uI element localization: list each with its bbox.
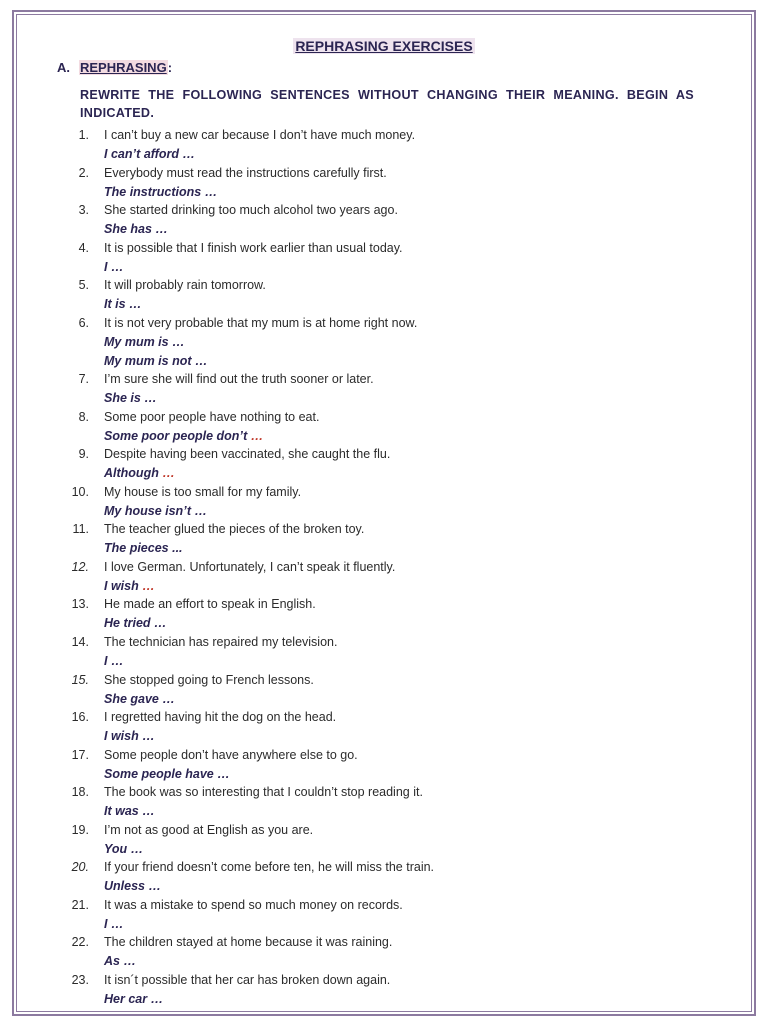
exercise-item [0,595,768,633]
exercise-number: 19. [71,822,89,837]
exercise-sentence: Despite having been vaccinated, she caught the flu. [104,447,391,462]
exercise-number: 4. [78,240,89,255]
exercise-prompt [104,917,123,931]
exercise-number: 3. [78,203,89,218]
exercise-prompt [104,992,163,1006]
exercise-number: 13. [71,597,89,612]
exercise-prompt [104,954,136,968]
prompt-text: Some people have [104,766,218,781]
prompt-ellipsis: … [123,954,136,969]
exercise-sentence: Some poor people have nothing to eat. [104,409,320,424]
exercise-item [0,126,768,164]
exercise-item [0,783,768,821]
exercise-list [0,126,768,1008]
prompt-ellipsis: … [162,691,175,706]
exercise-item [0,164,768,202]
exercise-number: 20. [71,860,89,875]
prompt-text: You [104,841,131,856]
exercise-number: 14. [71,634,89,649]
exercise-number: 6. [78,315,89,330]
exercise-item [0,370,768,408]
exercise-number: 17. [71,747,89,762]
exercise-number: 22. [71,935,89,950]
exercise-item [0,858,768,896]
prompt-ellipsis: … [172,334,185,349]
prompt-ellipsis: … [150,991,164,1006]
exercise-prompt [104,147,195,161]
prompt-ellipsis: … [144,391,157,406]
exercise-item [0,520,768,558]
prompt-ellipsis: … [204,184,218,199]
exercise-number: 18. [71,785,89,800]
exercise-item [0,821,768,859]
prompt-ellipsis: … [217,766,230,781]
exercise-prompt [104,692,175,706]
exercise-number: 15. [71,672,89,687]
prompt-text: I wish [104,578,143,593]
prompt-ellipsis: … [142,729,155,744]
exercise-sentence: The book was so interesting that I couldn’t stop reading it. [104,785,423,800]
prompt-ellipsis: … [250,428,264,443]
exercise-item [0,746,768,784]
section-heading [57,60,172,75]
exercise-number: 2. [78,165,89,180]
prompt-text: Some poor people don’t [104,428,251,443]
prompt-ellipsis: … [182,147,195,161]
exercise-prompt [104,842,143,856]
exercise-prompt [104,354,207,368]
prompt-text: It is [104,297,130,312]
instructions: REWRITE THE FOLLOWING SENTENCES WITHOUT CHANGING THEIR MEANING. BEGIN AS INDICATED. [80,88,694,120]
exercise-sentence: The technician has repaired my television. [104,634,338,649]
exercise-number: 9. [78,447,89,462]
prompt-ellipsis: … [148,879,161,894]
section-title: REPHRASING [80,60,167,75]
exercise-prompt [104,504,207,518]
exercise-prompt [104,222,168,236]
exercise-number: 21. [71,897,89,912]
exercise-sentence: The children stayed at home because it was raining. [104,935,393,950]
exercise-sentence: It was a mistake to spend so much money on records. [104,897,403,912]
exercise-item [0,671,768,709]
exercise-number: 1. [78,128,89,142]
exercise-number: 7. [78,372,89,387]
exercise-number: 5. [78,278,89,293]
exercise-sentence: It isn´t possible that her car has broken down again. [104,972,391,987]
prompt-ellipsis: … [110,259,124,274]
exercise-prompt [104,391,157,405]
exercise-sentence: She started drinking too much alcohol two years ago. [104,203,398,218]
page-title-text: REPHRASING EXERCISES [295,38,473,54]
exercise-prompt [104,879,161,893]
exercise-number: 16. [71,710,89,725]
prompt-ellipsis: … [129,297,142,312]
exercise-prompt [104,466,175,480]
prompt-ellipsis: … [194,353,208,368]
exercise-sentence: It is possible that I finish work earlier than usual today. [104,240,403,255]
exercise-sentence: It will probably rain tomorrow. [104,278,266,293]
exercise-prompt [104,579,155,593]
prompt-text: He tried [104,616,155,631]
exercise-prompt [104,297,142,311]
exercise-prompt [104,335,185,349]
prompt-ellipsis: … [110,653,124,668]
prompt-text: I wish [104,729,143,744]
exercise-sentence: The teacher glued the pieces of the broken toy. [104,522,365,537]
exercise-number: 12. [71,559,89,574]
exercise-sentence: My house is too small for my family. [104,484,302,499]
exercise-prompt [104,616,167,630]
exercise-prompt [104,260,123,274]
prompt-text: My house isn’t [104,503,195,518]
prompt-text: As [104,954,124,969]
exercise-item [0,314,768,370]
exercise-sentence: I’m sure she will find out the truth sooner or later. [104,372,374,387]
prompt-text: The pieces [104,541,173,556]
exercise-item [0,971,768,1009]
exercise-prompt [104,654,123,668]
prompt-ellipsis: … [142,578,155,593]
exercise-sentence: She stopped going to French lessons. [104,672,314,687]
prompt-text: My mum is [104,334,173,349]
exercise-item [0,896,768,934]
exercise-number: 11. [72,522,89,537]
prompt-text: Although [104,466,163,481]
exercise-prompt [104,185,217,199]
exercise-item [0,708,768,746]
prompt-text: I [104,653,111,668]
prompt-ellipsis: … [130,841,144,856]
prompt-text: I can’t afford [104,147,183,161]
page-title [0,38,768,54]
prompt-text: Unless [104,879,149,894]
exercise-item [0,276,768,314]
exercise-sentence: I’m not as good at English as you are. [104,822,314,837]
exercise-number: 8. [78,409,89,424]
prompt-ellipsis: … [194,503,208,518]
exercise-prompt [104,729,155,743]
exercise-prompt [104,429,263,443]
prompt-text: She is [104,391,145,406]
prompt-ellipsis: … [154,616,167,631]
exercise-number: 10. [71,484,89,499]
exercise-prompt [104,767,230,781]
prompt-text: I [104,916,111,931]
exercise-sentence: Everybody must read the instructions carefully first. [104,165,387,180]
exercise-prompt [104,804,155,818]
prompt-ellipsis: ... [172,541,183,556]
exercise-item [0,445,768,483]
exercise-prompt [104,541,183,555]
prompt-ellipsis: … [110,916,124,931]
exercise-sentence: If your friend doesn’t come before ten, he will miss the train. [104,860,435,875]
prompt-ellipsis: … [155,222,168,237]
prompt-text: It was [104,804,143,819]
section-letter: A. [57,60,70,75]
prompt-text: My mum is not [104,353,195,368]
exercise-item [0,408,768,446]
exercise-sentence: I love German. Unfortunately, I can’t speak it fluently. [104,559,396,574]
exercise-item [0,483,768,521]
exercise-sentence: Some people don’t have anywhere else to go. [104,747,358,762]
exercise-number: 23. [71,972,89,987]
exercise-sentence: He made an effort to speak in English. [104,597,316,612]
prompt-text: Her car [104,991,151,1006]
prompt-ellipsis: … [162,466,175,481]
prompt-ellipsis: … [142,804,155,819]
exercise-item [0,933,768,971]
exercise-item [0,201,768,239]
prompt-text: The instructions [104,184,205,199]
prompt-text: She gave [104,691,163,706]
exercise-sentence: I can’t buy a new car because I don’t have much money. [104,128,416,142]
exercise-item [0,558,768,596]
section-colon: : [167,60,173,75]
exercise-item [0,239,768,277]
prompt-text: I [104,259,111,274]
prompt-text: She has [104,222,156,237]
exercise-sentence: I regretted having hit the dog on the head. [104,710,337,725]
exercise-item [0,633,768,671]
exercise-sentence: It is not very probable that my mum is at home right now. [104,315,418,330]
